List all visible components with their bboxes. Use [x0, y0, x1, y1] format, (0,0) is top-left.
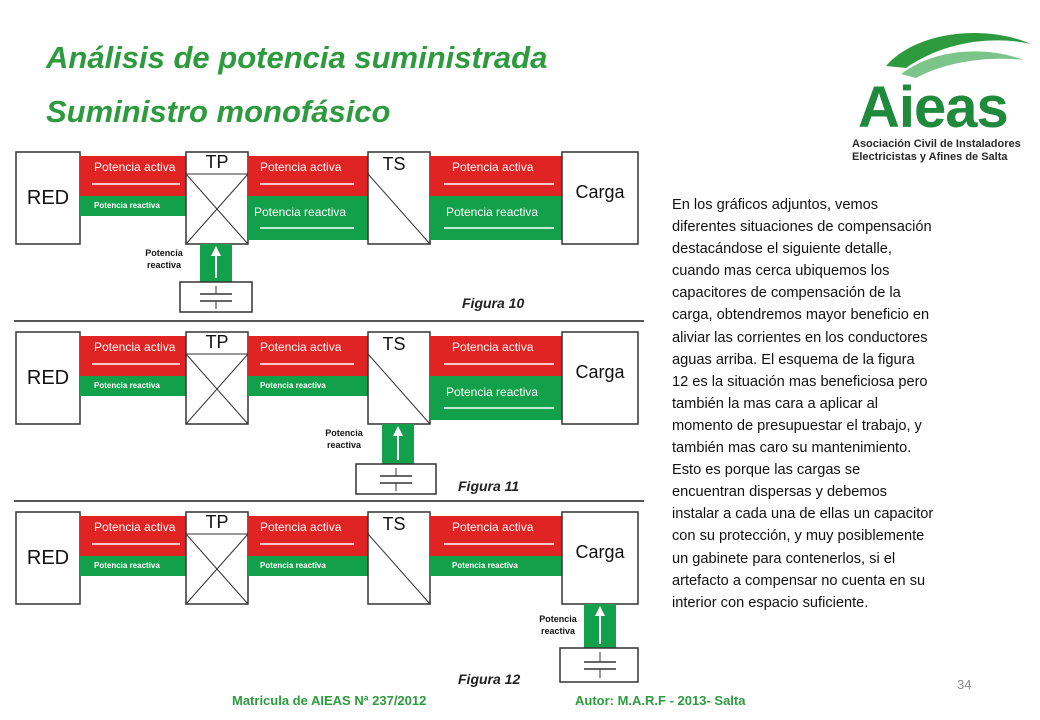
separator — [14, 500, 644, 502]
ts-label: TS — [382, 334, 406, 354]
text-line: también mas caro su mantenimiento. — [672, 440, 912, 457]
active-power-label: Potencia activa — [260, 520, 342, 534]
reactive-power-label: Potencia reactiva — [446, 385, 539, 399]
text-line: En los gráficos adjuntos, vemos — [672, 197, 879, 213]
figure-caption: Figura 10 — [462, 295, 525, 311]
diagram-figura-10 — [14, 146, 644, 316]
text-line: interior con espacio suficiente. — [672, 594, 869, 611]
reactive-power-label: Potencia reactiva — [260, 381, 326, 390]
separator — [14, 320, 644, 322]
text-line: encuentran dispersas y debemos — [672, 484, 887, 501]
reactive-feed-label: reactiva — [146, 260, 182, 270]
text-line: carga, obtendremos mayor beneficio en — [672, 307, 930, 324]
page-title-line1: Análisis de potencia suministrada — [46, 40, 548, 75]
tp-label: TP — [205, 512, 229, 532]
text-line: capacitores de compensación de la — [672, 285, 901, 302]
reactive-power-label: Potencia reactiva — [452, 561, 518, 570]
text-line: aliviar las corrientes en los conductores — [672, 329, 928, 346]
tp-label: TP — [205, 332, 229, 352]
active-power-label: Potencia activa — [94, 520, 176, 534]
footer-matricula: Matricula de AIEAS Nª 237/2012 — [232, 693, 427, 708]
carga-label: Carga — [575, 182, 625, 202]
active-power-label: Potencia activa — [452, 160, 534, 174]
text-line: también la mas cara a aplicar al — [672, 395, 879, 412]
figure-caption: Figura 12 — [458, 671, 521, 687]
logo-subtitle: Asociación Civil de Instaladores Electricistas y Afines de Salta — [852, 138, 1021, 163]
text-line: momento de presupuestar el trabajo, y — [672, 417, 922, 434]
logo-wordmark: Aieas — [858, 75, 1008, 140]
active-power-label: Potencia activa — [452, 520, 534, 534]
active-power-label: Potencia activa — [94, 340, 176, 354]
text-line: con su protección, y muy posiblemente — [672, 528, 925, 545]
text-line: cuando mas cerca ubiquemos los — [672, 263, 890, 280]
footer-author: Autor: M.A.R.F - 2013- Salta — [575, 693, 746, 708]
page-title-line2: Suministro monofásico — [46, 94, 391, 129]
reactive-feed-label: Potencia — [539, 614, 577, 624]
carga-label: Carga — [575, 542, 625, 562]
reactive-feed-label: reactiva — [540, 626, 576, 636]
active-power-label: Potencia activa — [94, 160, 176, 174]
reactive-power-label: Potencia reactiva — [446, 205, 539, 219]
text-line: destacándose el siguiente detalle, — [672, 241, 892, 258]
red-label: RED — [26, 187, 70, 209]
active-power-label: Potencia activa — [452, 340, 534, 354]
reactive-feed-label: Potencia — [145, 248, 183, 258]
reactive-power-label: Potencia reactiva — [94, 201, 160, 210]
tp-label: TP — [205, 152, 229, 172]
text-line: artefacto a compensar no cuenta en su — [672, 572, 926, 589]
red-label: RED — [26, 547, 70, 569]
text-line: Esto es porque las cargas se — [672, 462, 861, 479]
figure-caption: Figura 11 — [458, 478, 520, 494]
carga-label: Carga — [575, 362, 625, 382]
active-power-label: Potencia activa — [260, 340, 342, 354]
ts-label: TS — [382, 514, 406, 534]
explanatory-text — [672, 194, 1022, 614]
text-line: diferentes situaciones de compensación — [672, 219, 932, 236]
text-line: 12 es la situación mas beneficiosa pero — [672, 373, 928, 390]
active-power-label: Potencia activa — [260, 160, 342, 174]
diagram-figura-12 — [14, 506, 644, 690]
reactive-feed-label: Potencia — [325, 428, 363, 438]
text-line: aguas arriba. El esquema de la figura — [672, 351, 915, 368]
reactive-power-label: Potencia reactiva — [94, 381, 160, 390]
red-label: RED — [26, 367, 70, 389]
text-line: instalar a cada una de ellas un capacitor — [672, 506, 934, 523]
ts-label: TS — [382, 154, 406, 174]
reactive-feed-label: reactiva — [326, 440, 362, 450]
reactive-power-label: Potencia reactiva — [260, 561, 326, 570]
capacitor-box — [560, 648, 638, 682]
page-number: 34 — [957, 677, 972, 692]
reactive-power-label: Potencia reactiva — [254, 205, 347, 219]
diagram-figura-11 — [14, 326, 644, 496]
aieas-logo — [846, 26, 1036, 166]
reactive-power-label: Potencia reactiva — [94, 561, 160, 570]
text-line: un gabinete para contenerlos, si el — [672, 550, 896, 567]
